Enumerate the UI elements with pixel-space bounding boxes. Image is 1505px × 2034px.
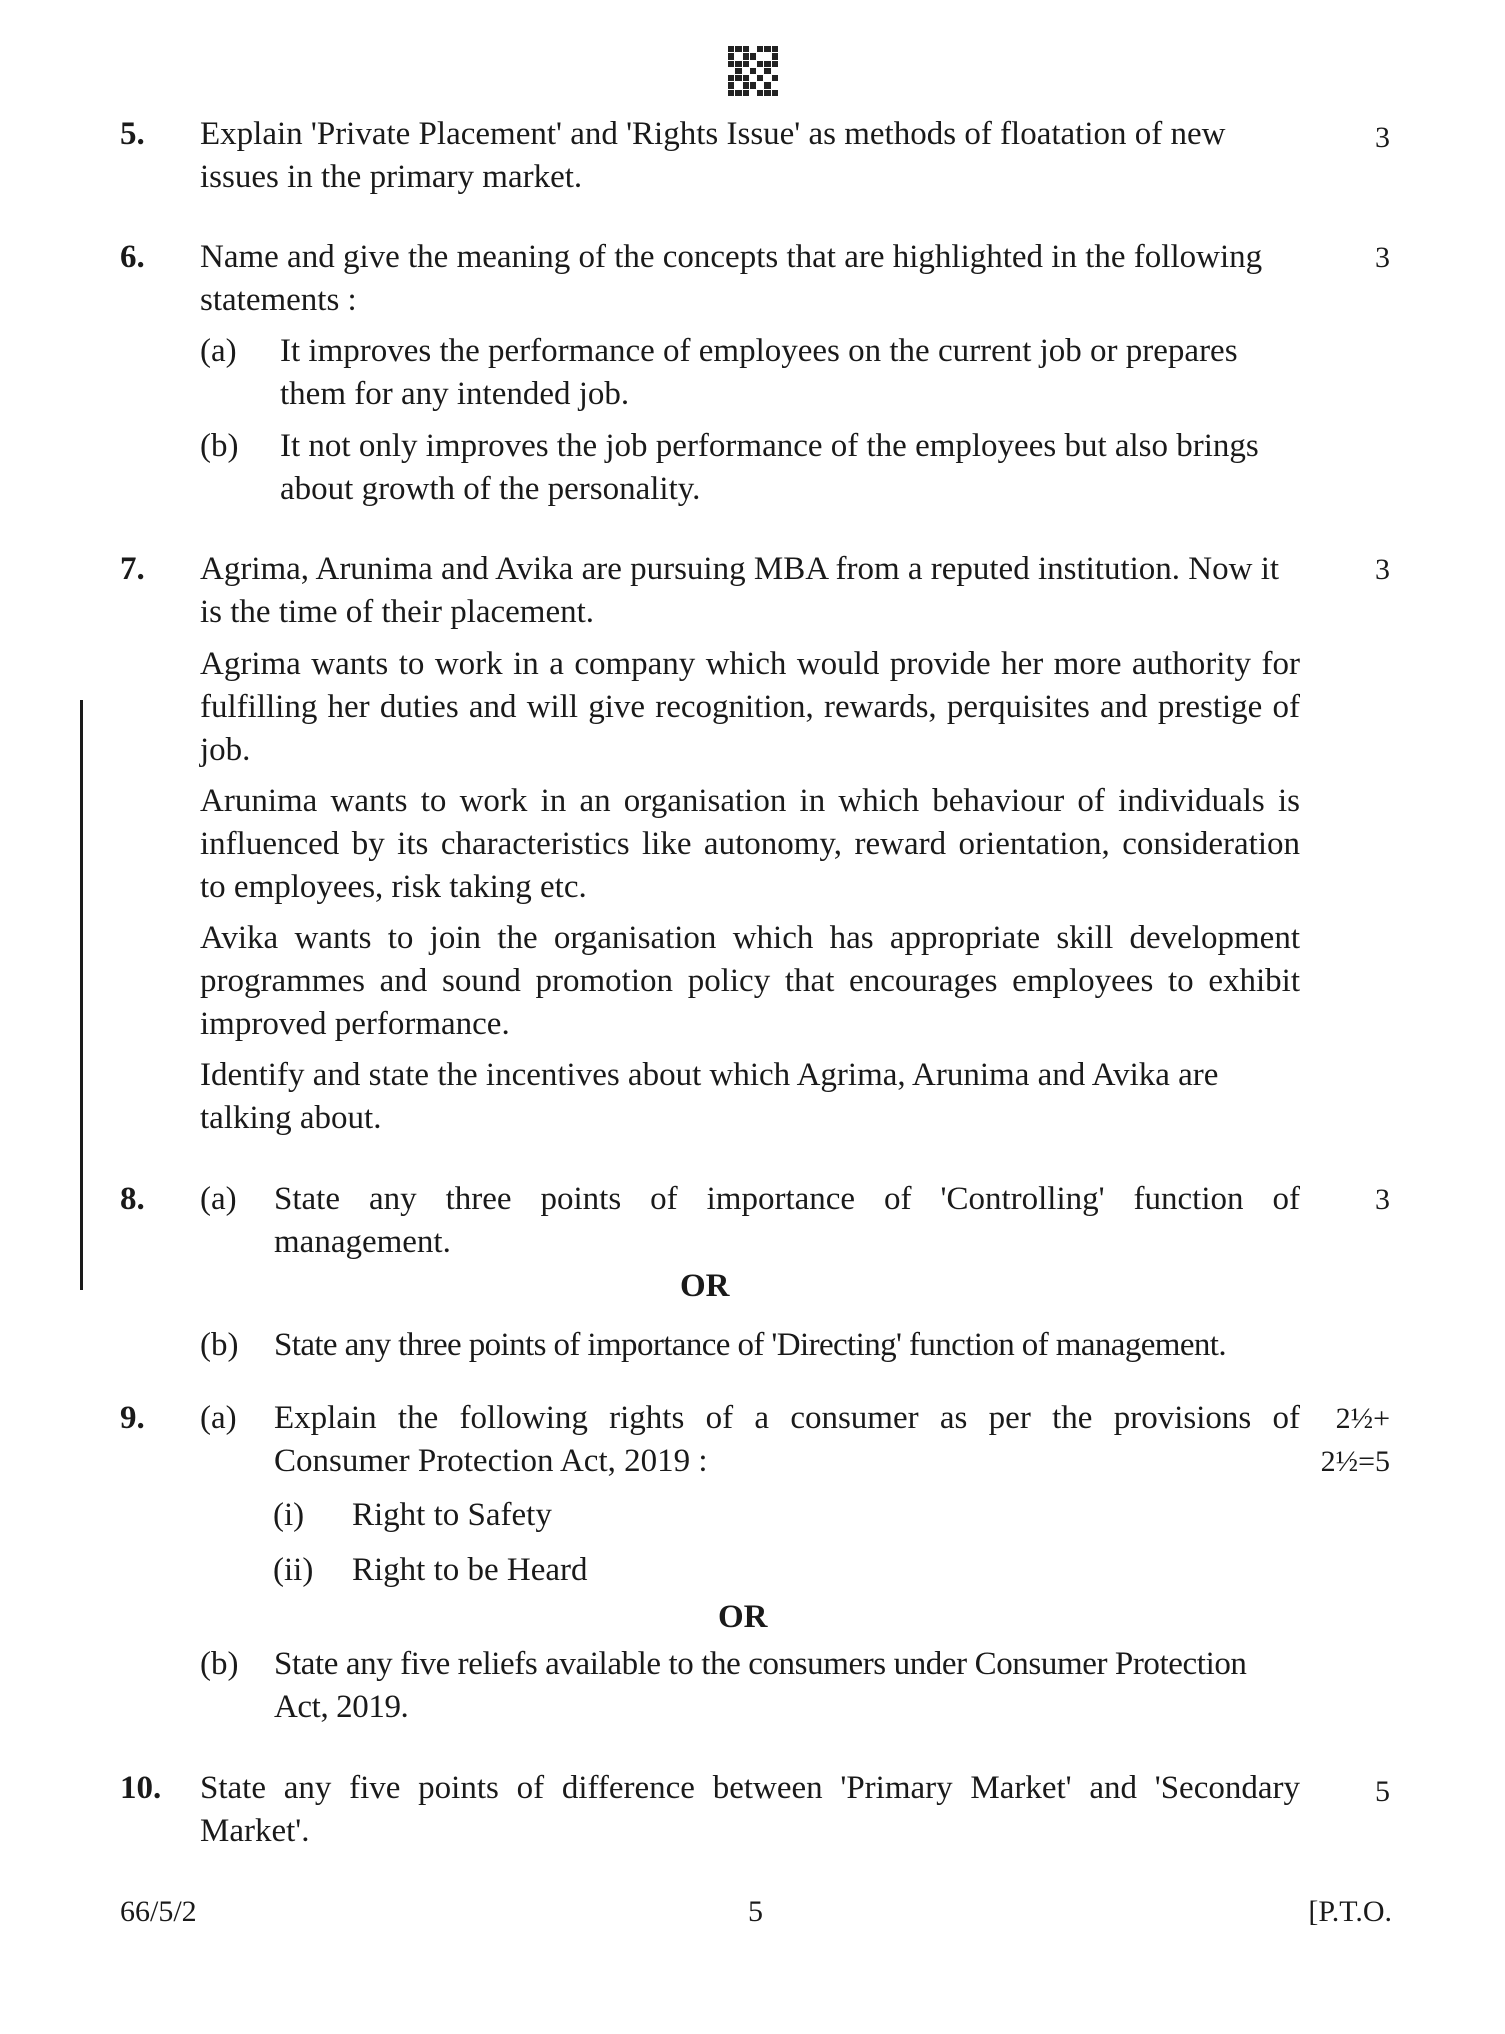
pto-label: [P.T.O. <box>1308 1895 1392 1928</box>
question-10-marks: 5 <box>1375 1775 1390 1808</box>
question-6-marks: 3 <box>1375 241 1390 274</box>
question-8a-text: State any three points of importance of 'Controlling' function of management. <box>274 1181 1300 1260</box>
question-6a-text: It improves the performance of employees on the current job or prepares them for any intended job. <box>280 333 1238 412</box>
question-8-marks: 3 <box>1375 1183 1390 1216</box>
question-number-8: 8. <box>120 1181 145 1217</box>
question-8b-label: (b) <box>200 1327 239 1363</box>
question-5-text: Explain 'Private Placement' and 'Rights Issue' as methods of floatation of new issues in the primary market. <box>200 116 1226 195</box>
question-8a-label: (a) <box>200 1181 237 1217</box>
question-7-paragraph-1: Agrima wants to work in a company which would provide her more authority for fulfilling her duties and will give recognition, rewards, perquisites and prestige of job. <box>200 646 1300 768</box>
question-7-text: Agrima, Arunima and Avika are pursuing MBA from a reputed institution. Now it is the time of their placement. <box>200 551 1280 630</box>
question-number-6: 6. <box>120 239 145 275</box>
question-9a-i-text: Right to Safety <box>352 1497 552 1533</box>
question-8b-text: State any three points of importance of 'Directing' function of management. <box>274 1327 1226 1363</box>
question-number-7: 7. <box>120 551 145 587</box>
question-8-or: OR <box>680 1268 730 1304</box>
page-number: 5 <box>748 1895 763 1928</box>
question-9-marks-line-1: 2½+ <box>1335 1402 1390 1435</box>
question-7-marks: 3 <box>1375 553 1390 586</box>
margin-bar <box>80 700 83 1290</box>
question-6b-label: (b) <box>200 428 239 464</box>
question-6a-label: (a) <box>200 333 237 369</box>
question-number-10: 10. <box>120 1770 162 1806</box>
question-number-5: 5. <box>120 116 145 152</box>
question-7-paragraph-4: Identify and state the incentives about which Agrima, Arunima and Avika are talking about. <box>200 1057 1219 1136</box>
qr-code-icon <box>728 46 778 96</box>
question-9-marks-line-2: 2½=5 <box>1320 1445 1390 1478</box>
question-9a-i-label: (i) <box>273 1497 305 1533</box>
question-9b-label: (b) <box>200 1646 239 1682</box>
question-10-text: State any five points of difference between 'Primary Market' and 'Secondary Market'. <box>200 1770 1300 1849</box>
paper-code: 66/5/2 <box>120 1895 197 1928</box>
question-6b-text: It not only improves the job performance of the employees but also brings about growth of the personality. <box>280 428 1259 507</box>
question-9a-ii-text: Right to be Heard <box>352 1552 588 1588</box>
question-5-marks: 3 <box>1375 121 1390 154</box>
question-7-paragraph-2: Arunima wants to work in an organisation in which behaviour of individuals is influenced by its characteristics like autonomy, reward orientation, consideration to employees, risk taking etc. <box>200 783 1300 905</box>
question-9b-text: State any five reliefs available to the consumers under Consumer Protection Act, 2019. <box>274 1646 1247 1725</box>
question-7-paragraph-3: Avika wants to join the organisation which has appropriate skill development programmes and sound promotion policy that encourages employees to exhibit improved performance. <box>200 920 1300 1042</box>
question-9a-text: Explain the following rights of a consumer as per the provisions of Consumer Protection Act, 2019 : <box>274 1400 1300 1479</box>
question-number-9: 9. <box>120 1400 145 1436</box>
question-9-or: OR <box>718 1599 768 1635</box>
question-9a-label: (a) <box>200 1400 237 1436</box>
question-9a-ii-label: (ii) <box>273 1552 314 1588</box>
question-6-text: Name and give the meaning of the concepts that are highlighted in the following statements : <box>200 239 1263 318</box>
